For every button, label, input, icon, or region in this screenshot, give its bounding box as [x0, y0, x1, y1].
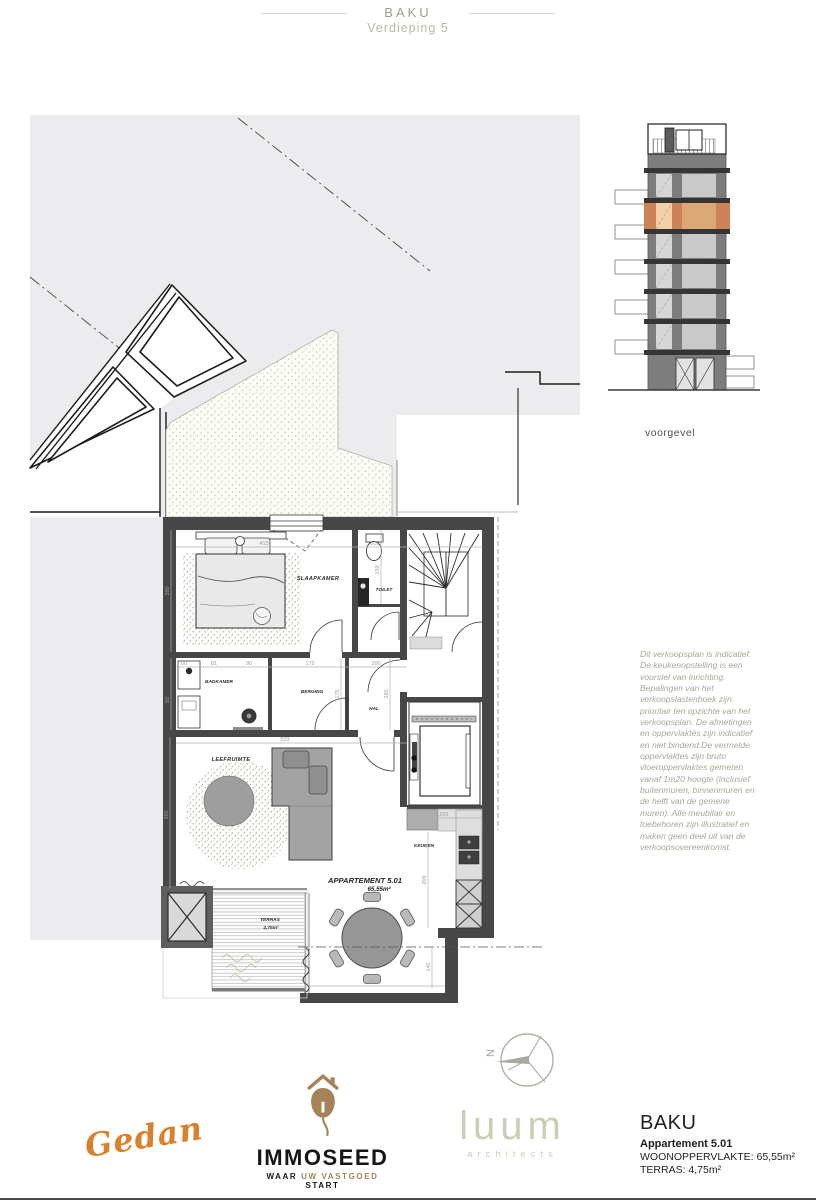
svg-text:TERRAS: TERRAS	[260, 918, 280, 923]
svg-text:4,75m²: 4,75m²	[263, 926, 279, 931]
kitchen	[407, 809, 482, 928]
immoseed-name: IMMOSEED	[256, 1145, 389, 1170]
immoseed-tagline-start: WAAR	[266, 1172, 298, 1181]
svg-text:60: 60	[180, 661, 188, 667]
svg-text:KEUKEN: KEUKEN	[413, 844, 435, 849]
immoseed-seed-icon	[301, 1072, 345, 1138]
floor-subtitle: Verdieping 5	[367, 21, 449, 35]
north-label: N	[485, 1049, 497, 1057]
immoseed-logo	[250, 1072, 395, 1190]
luum-name: luum	[459, 1104, 566, 1148]
elevation-drawing	[608, 124, 760, 439]
immoseed-tagline-end: START	[305, 1181, 340, 1190]
apartment-info	[640, 1112, 810, 1177]
apartment-plan	[161, 515, 545, 1003]
svg-text:81: 81	[210, 661, 218, 667]
svg-text:SLAAPKAMER: SLAAPKAMER	[296, 576, 340, 582]
svg-text:BADKAMER: BADKAMER	[205, 680, 233, 685]
immoseed-tagline-mid: UW VASTGOED	[301, 1172, 379, 1181]
svg-text:65,55m²: 65,55m²	[367, 886, 391, 893]
svg-text:175: 175	[335, 689, 341, 699]
svg-text:109: 109	[370, 541, 380, 547]
shaft-box	[161, 886, 213, 948]
luum-logo	[450, 1106, 575, 1160]
svg-text:HAL: HAL	[369, 707, 379, 712]
immoseed-tagline	[250, 1172, 395, 1190]
stairwell	[409, 533, 479, 649]
living-furniture	[186, 748, 332, 869]
roof-level	[648, 124, 726, 154]
svg-text:159: 159	[375, 565, 381, 575]
svg-text:360: 360	[164, 810, 170, 820]
elevation-caption: voorgevel	[645, 427, 696, 439]
svg-text:172: 172	[305, 661, 315, 667]
svg-text:BERGING: BERGING	[300, 690, 324, 695]
info-apartment: Appartement 5.01	[640, 1138, 733, 1150]
svg-text:201: 201	[439, 812, 449, 818]
svg-text:APPARTEMENT 5.01: APPARTEMENT 5.01	[328, 876, 402, 885]
svg-text:209: 209	[422, 875, 428, 885]
svg-text:92: 92	[165, 696, 171, 704]
highlighted-floor	[644, 198, 730, 234]
bedroom-furniture	[183, 532, 301, 645]
svg-text:380: 380	[165, 586, 171, 596]
svg-text:260: 260	[384, 689, 390, 699]
bathroom-fixtures	[178, 661, 263, 730]
svg-text:413: 413	[259, 541, 269, 547]
svg-text:140: 140	[426, 962, 432, 972]
info-project: BAKU	[640, 1112, 697, 1134]
gedan-logo	[82, 1109, 206, 1165]
project-title: BAKU	[384, 5, 432, 20]
elevator	[409, 702, 480, 805]
svg-text:90: 90	[245, 661, 253, 667]
terrace	[161, 882, 309, 999]
svg-text:310: 310	[369, 980, 379, 986]
svg-text:LEEFRUIMTE: LEEFRUIMTE	[211, 757, 251, 763]
info-terrace: TERRAS: 4,75m²	[640, 1164, 722, 1176]
compass-rose	[485, 1034, 553, 1086]
svg-text:100: 100	[371, 661, 381, 667]
info-living-area: WOONOPPERVLAKTE: 65,55m²	[640, 1151, 796, 1163]
disclaimer-text: Dit verkoopsplan is indicatief. De keukenopstelling is een voorstel van inrichting. Bepalingen van het verkoopslastenboek zijn prioritair ten opzichte van het verkoopsplan. De afmetingen en oppervlaktes zijn indicatief en niet bindend.De vermelde oppervlaktes zijn bruto vloeroppervlaktes gemeten vanaf 1m20 hoogte (inclusief buitenmuren, binnenmuren en de helft van de gemene muren). Alle meubilair en toebehoren zijn illustratief en maken geen deel uit van de verkoopsovereenkomst.	[640, 649, 755, 852]
gedan-logo-text: Gedan	[82, 1108, 206, 1166]
luum-subtitle: architects	[467, 1149, 558, 1160]
svg-text:TOILET: TOILET	[375, 588, 393, 593]
svg-text:533: 533	[280, 737, 290, 743]
dining-set	[328, 893, 415, 984]
